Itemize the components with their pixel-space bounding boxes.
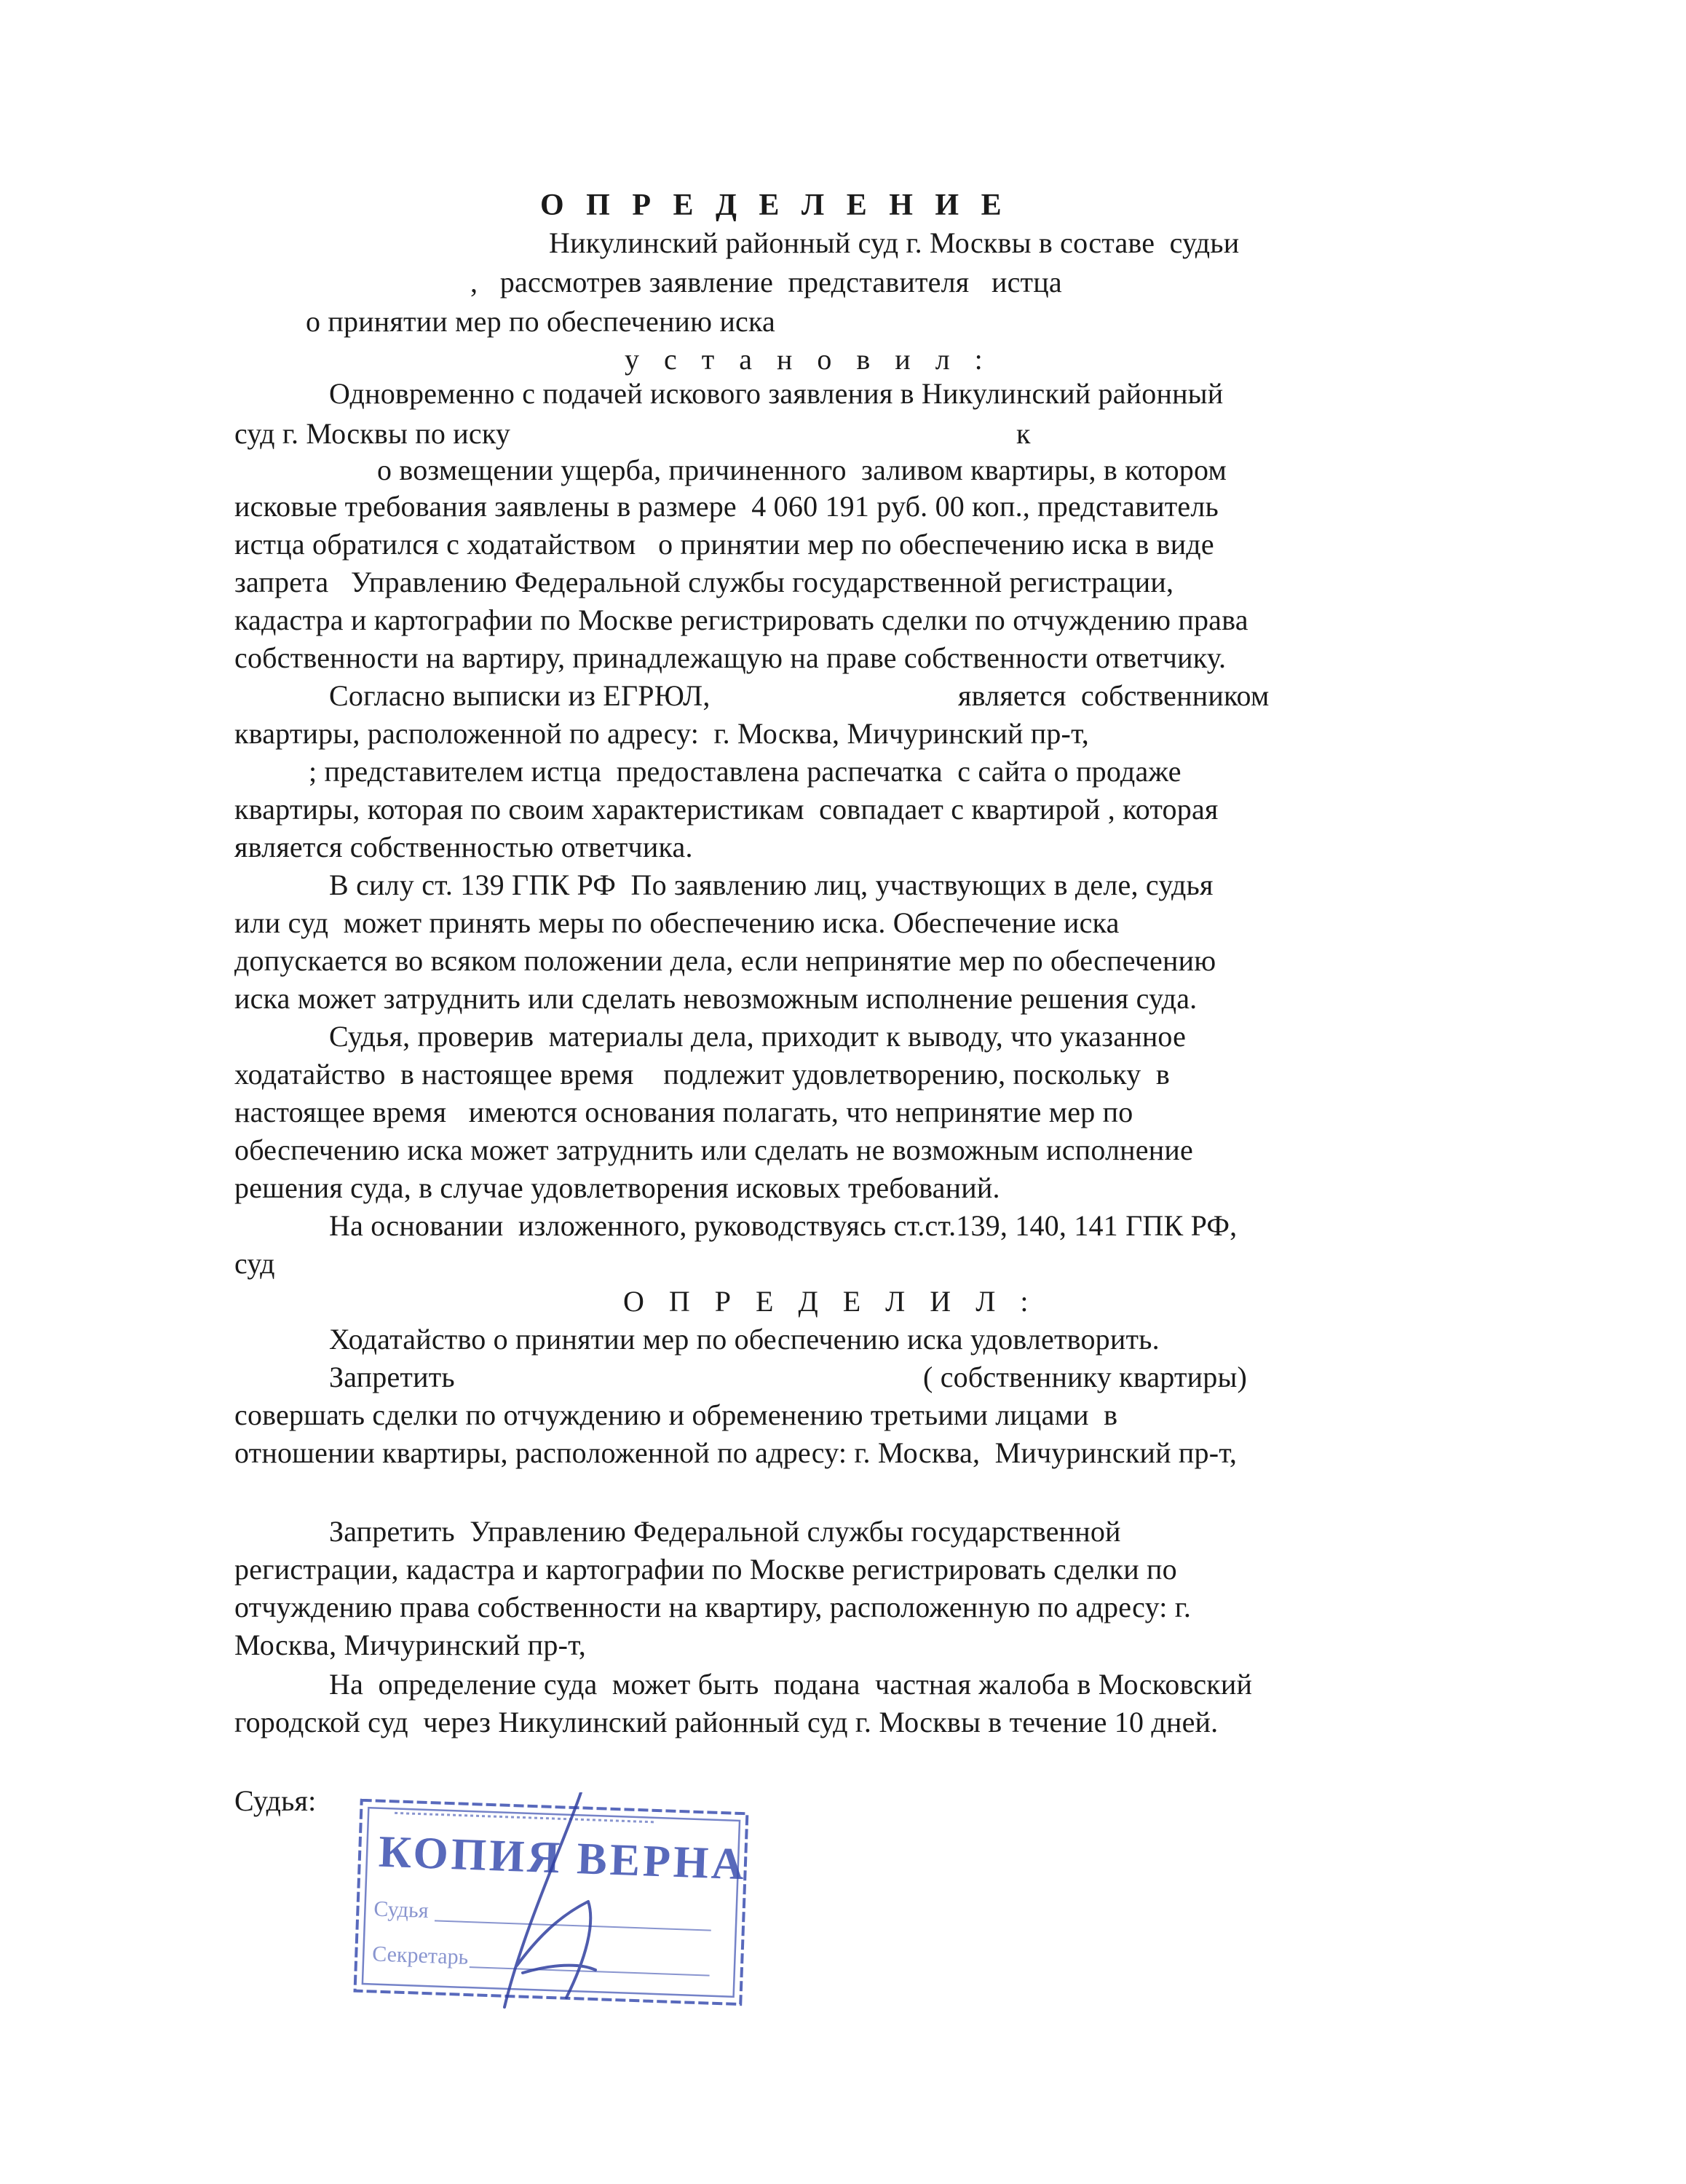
- para1-line: истца обратился с ходатайством о принятии мер по обеспечению иска в виде: [234, 528, 1214, 561]
- appeal-line: На определение суда может быть подана частная жалоба в Московский: [329, 1668, 1253, 1701]
- para1-line: к: [1016, 417, 1031, 450]
- decision2-line: отношении квартиры, расположенной по адресу: г. Москва, Мичуринский пр-т,: [234, 1436, 1238, 1469]
- decision2-line: Запретить: [329, 1361, 455, 1393]
- para2-line: квартиры, которая по своим характеристикам совпадает с квартирой , которая: [234, 793, 1219, 826]
- established-heading: у с т а н о в и л :: [625, 343, 992, 376]
- para4-line: ходатайство в настоящее время подлежит удовлетворению, поскольку в: [234, 1058, 1170, 1091]
- para1-line: Одновременно с подачей искового заявления в Никулинский районный: [329, 377, 1224, 410]
- para1-line: о возмещении ущерба, причиненного заливом квартиры, в котором: [377, 454, 1227, 486]
- document-title: О П Р Е Д Е Л Е Н И Е: [540, 189, 1009, 222]
- decision2-line: совершать сделки по отчуждению и обременению третьими лицами в: [234, 1398, 1118, 1431]
- para4-line: обеспечению иска может затруднить или сделать не возможным исполнение: [234, 1133, 1193, 1166]
- stamp-main-text: КОПИЯ ВЕРНА: [378, 1827, 748, 1890]
- para1-line: кадастра и картографии по Москве регистрировать сделки по отчуждению права: [234, 604, 1248, 636]
- para2-line: является собственностью ответчика.: [234, 831, 693, 863]
- intro-line-2: , рассмотрев заявление представителя истца: [470, 266, 1062, 298]
- para3-line: иска может затруднить или сделать невозможным исполнение решения суда.: [234, 982, 1198, 1015]
- para2-line: является собственником: [958, 679, 1270, 712]
- para1-line: запрета Управлению Федеральной службы государственной регистрации,: [234, 566, 1174, 598]
- para1-line: суд г. Москвы по иску: [234, 417, 511, 450]
- para3-line: В силу ст. 139 ГПК РФ По заявлению лиц, участвующих в деле, судья: [329, 869, 1214, 901]
- para3-line: допускается во всяком положении дела, если непринятие мер по обеспечению: [234, 944, 1216, 977]
- para4-line: решения суда, в случае удовлетворения исковых требований.: [234, 1171, 1000, 1204]
- decided-heading: О П Р Е Д Е Л И Л :: [623, 1285, 1037, 1318]
- decision2-line: ( собственнику квартиры): [923, 1361, 1248, 1393]
- decision3-line: отчуждению права собственности на квартиру, расположенную по адресу: г.: [234, 1591, 1192, 1623]
- intro-line-3: о принятии мер по обеспечению иска: [306, 305, 775, 338]
- stamp-secretary-text: Секретарь: [371, 1942, 469, 1970]
- copy-verified-stamp: [348, 1792, 756, 2011]
- decision3-line: Москва, Мичуринский пр-т,: [234, 1629, 586, 1661]
- intro-line-1: Никулинский районный суд г. Москвы в составе судьи: [549, 226, 1240, 259]
- para2-line: ; представителем истца предоставлена распечатка с сайта о продаже: [309, 755, 1182, 788]
- stamp-graphic: [348, 1792, 756, 2011]
- para1-line: исковые требования заявлены в размере 4 060 191 руб. 00 коп., представитель: [234, 490, 1219, 523]
- decision1-line: Ходатайство о принятии мер по обеспечению иска удовлетворить.: [329, 1323, 1160, 1356]
- para5-line: На основании изложенного, руководствуясь ст.ст.139, 140, 141 ГПК РФ,: [329, 1209, 1238, 1242]
- para2-line: квартиры, расположенной по адресу: г. Москва, Мичуринский пр-т,: [234, 717, 1089, 750]
- para3-line: или суд может принять меры по обеспечению иска. Обеспечение иска: [234, 906, 1120, 939]
- para1-line: собственности на вартиру, принадлежащую на праве собственности ответчику.: [234, 641, 1227, 674]
- appeal-line: городской суд через Никулинский районный суд г. Москвы в течение 10 дней.: [234, 1706, 1219, 1738]
- decision3-line: регистрации, кадастра и картографии по Москве регистрировать сделки по: [234, 1553, 1177, 1586]
- stamp-judge-text: Судья: [373, 1896, 430, 1923]
- para4-line: настоящее время имеются основания полагать, что непринятие мер по: [234, 1096, 1133, 1128]
- para2-line: Согласно выписки из ЕГРЮЛ,: [329, 679, 711, 712]
- signature-label: Судья:: [234, 1784, 317, 1817]
- para5-line: суд: [234, 1247, 275, 1280]
- para4-line: Судья, проверив материалы дела, приходит к выводу, что указанное: [329, 1020, 1187, 1053]
- decision3-line: Запретить Управлению Федеральной службы государственной: [329, 1515, 1121, 1548]
- handwritten-signature: [504, 1792, 595, 2007]
